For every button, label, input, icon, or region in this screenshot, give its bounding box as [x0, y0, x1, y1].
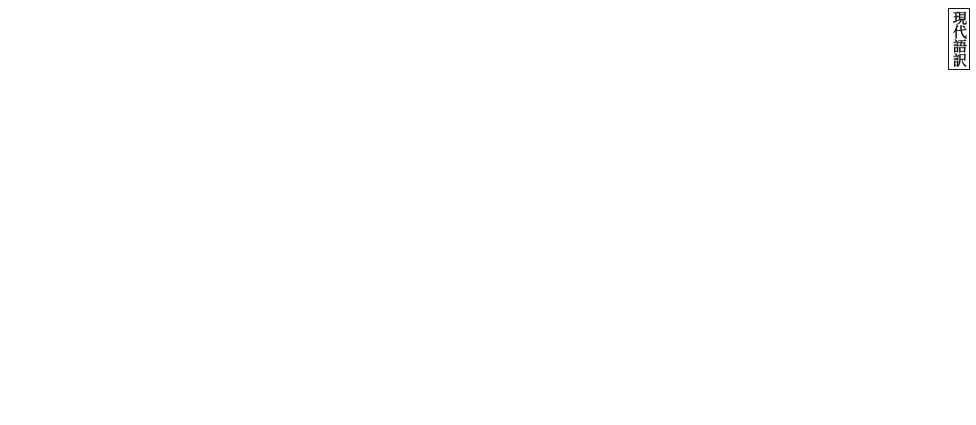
section-heading: 現代語訳 — [948, 8, 970, 70]
modern-translation-body — [346, 12, 946, 412]
notes-section — [8, 12, 338, 412]
